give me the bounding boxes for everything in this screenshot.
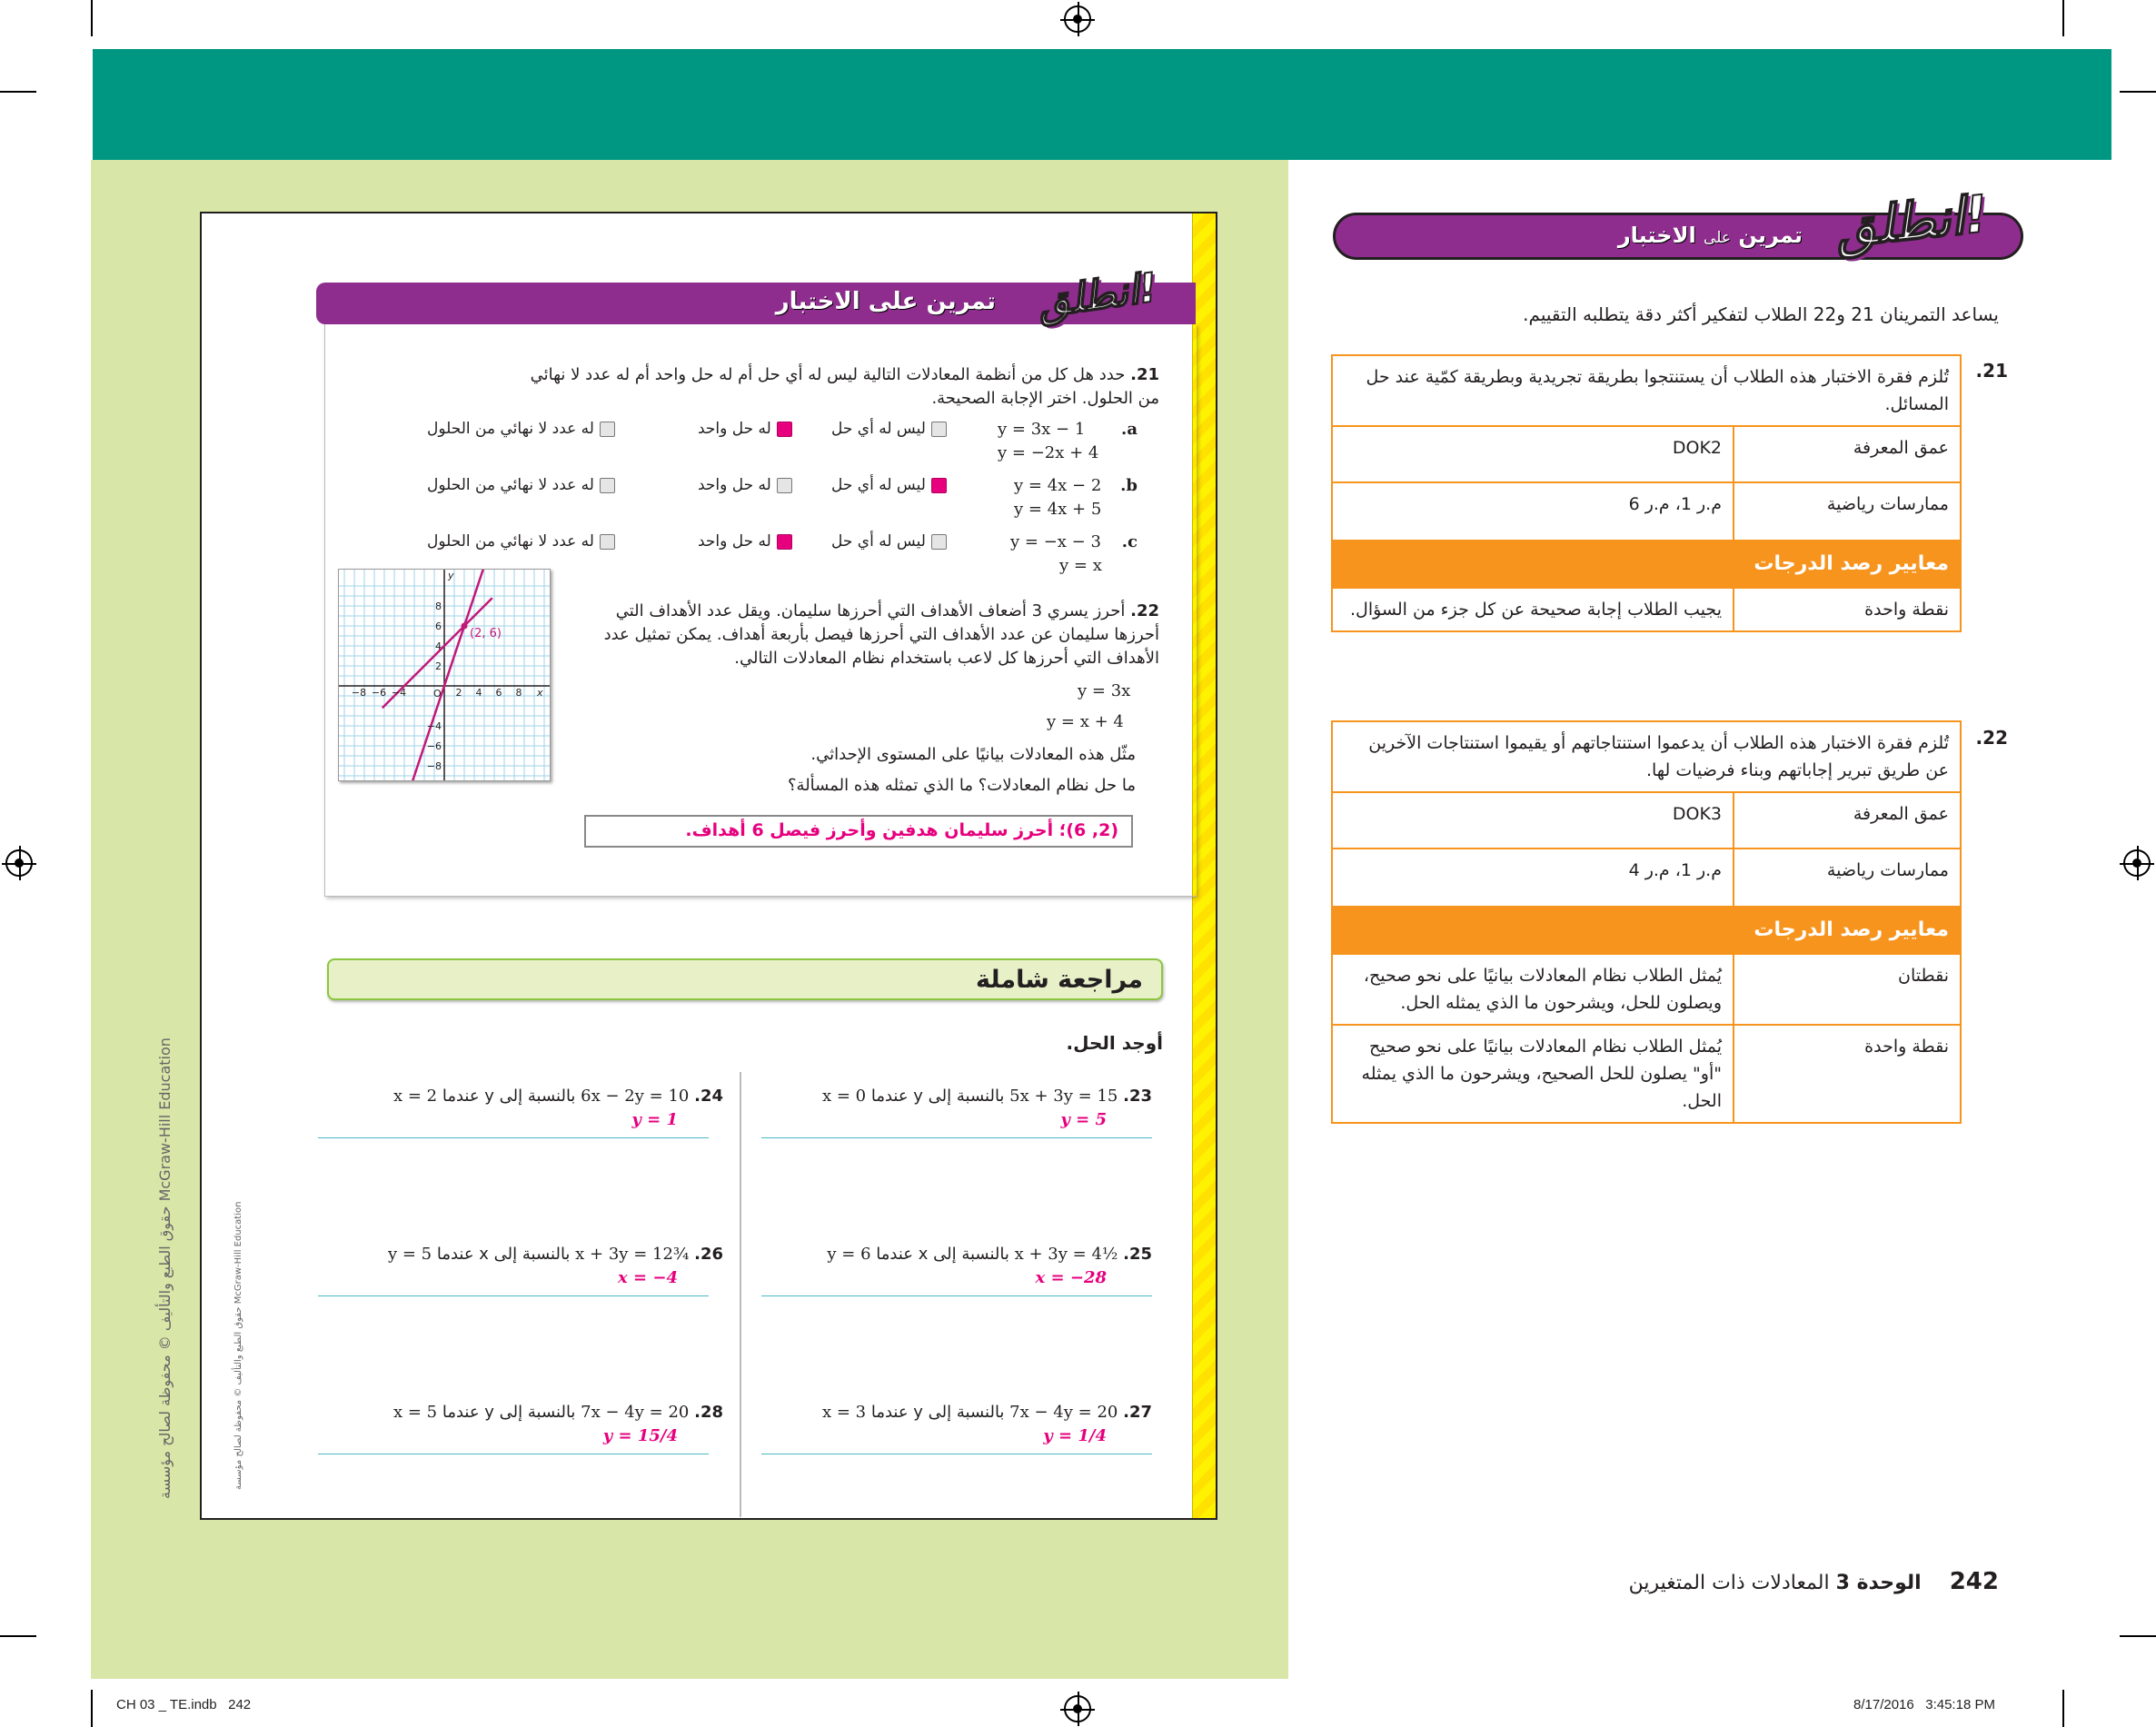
option-label: ليس له أي حل [831, 476, 926, 494]
x-tick-label: 6 [495, 687, 502, 699]
column-divider [740, 1072, 741, 1517]
teacher-table-21 [1331, 354, 1962, 632]
graph-axes [339, 570, 550, 780]
question-text: أحرز يسري 3 أضعاف الأهداف التي أحرزها سليمان. ويقل عدد الأهداف التي أحرزها سليمان عن عدد الأهداف التي أحرزها فيصل بأربعة أهداف. يمكن تمثيل عدد الأهداف التي أحرزها كل لاعب باستخدام نظام المعادلات التالي. [603, 601, 1159, 668]
item-answer: y = 5 [1060, 1110, 1107, 1129]
graph-svg [339, 570, 550, 780]
item-condition-text: بالنسبة إلى y عندما [870, 1403, 1005, 1422]
registration-mark-icon [1064, 5, 1091, 33]
part-label: b. [1120, 476, 1138, 495]
item-condition: x = 2 [392, 1087, 438, 1106]
answer-box [584, 815, 1133, 848]
item-condition: x = 0 [821, 1087, 867, 1106]
review-title: مراجعة شاملة [975, 966, 1143, 994]
dok-value: DOK3 [1332, 792, 1734, 849]
option-none[interactable] [831, 532, 947, 551]
item-equation: 7x − 4y = 20 [581, 1403, 690, 1422]
x-tick-label: 4 [475, 687, 482, 699]
x-tick-label: −6 [371, 687, 387, 699]
go-logo-large: انطلق! [1833, 184, 1991, 260]
vertical-copyright-small: حقوق الطبع والتأليف © محفوظة لصالح مؤسسة McGraw-Hill Education [233, 1201, 243, 1490]
y-tick-label: −6 [426, 740, 442, 752]
comprehensive-review-banner [327, 958, 1163, 1000]
crop-mark [0, 1635, 36, 1637]
teacher-intro: يساعد التمرينان 21 و22 الطلاب لتفكير أكثر دقة يتطلبه التقييم. [1523, 303, 1999, 325]
rubric-points: نقطة واحدة [1734, 588, 1961, 631]
system-line [412, 570, 483, 780]
option-label: ليس له أي حل [831, 420, 926, 438]
option-one[interactable] [698, 476, 792, 494]
equation: y = −2x + 4 [998, 443, 1099, 462]
equation: y = 4x − 2 [1014, 476, 1102, 495]
practice-value: م.ر 1، م.ر 4 [1332, 849, 1734, 907]
option-label: له عدد لا نهائي من الحلول [427, 532, 594, 551]
checkbox-checked[interactable] [777, 422, 792, 437]
print-timestamp: 8/17/2016 3:45:18 PM [1853, 1697, 1995, 1712]
option-infinite[interactable] [427, 532, 615, 551]
equation: y = x [1059, 556, 1102, 575]
dok-label: عمق المعرفة [1734, 792, 1961, 849]
item-number: 22. [1975, 727, 2008, 749]
x-tick-label: −8 [351, 687, 367, 699]
checkbox[interactable] [931, 422, 947, 437]
item-number: 25. [1123, 1245, 1152, 1264]
equation: y = 3x − 1 [998, 420, 1086, 439]
item-answer: x = −28 [1035, 1268, 1107, 1287]
option-label: له حل واحد [698, 532, 771, 551]
y-axis-label: y [448, 570, 454, 581]
option-one[interactable] [698, 532, 792, 551]
equation: y = 4x + 5 [1014, 500, 1102, 519]
item-equation: x + 3y = 4½ [1014, 1245, 1118, 1264]
answer-line [761, 1137, 1152, 1138]
item-condition: x = 3 [821, 1403, 867, 1422]
x-axis-label: x [537, 687, 543, 699]
teacher-table-22 [1331, 720, 1962, 1124]
coordinate-graph [338, 569, 551, 781]
registration-mark-icon [5, 849, 33, 877]
item-description: تُلزم فقرة الاختبار هذه الطلاب أن يستنتجوا بطريقة تجريدية وبطريقة كمّية عند حل المسائل. [1332, 355, 1961, 426]
rubric-desc: يُمثل الطلاب نظام المعادلات بيانيًا على نحو صحيح، ويصلون للحل، ويشرحون ما الذي يمثله الحل. [1332, 954, 1734, 1025]
checkbox-checked[interactable] [777, 534, 792, 550]
dok-value: DOK2 [1332, 426, 1734, 482]
item-equation: 6x − 2y = 10 [581, 1087, 690, 1106]
item-number: 24. [694, 1087, 723, 1106]
file-info: CH 03 _ TE.indb 242 [116, 1697, 252, 1712]
origin-label: O [433, 688, 442, 700]
review-instruction: أوجد الحل. [1066, 1032, 1163, 1054]
crop-mark [91, 1690, 93, 1727]
question-prompt: مثّل هذه المعادلات بيانيًا على المستوى الإحداثي. [810, 745, 1136, 764]
part-label: c. [1121, 532, 1138, 551]
registration-mark-icon [2123, 849, 2151, 877]
checkbox[interactable] [600, 478, 615, 493]
test-practice-title: تمرين على الاختبار [775, 288, 996, 315]
registration-mark-icon [1064, 1695, 1091, 1722]
item-answer: y = 15/4 [602, 1426, 678, 1445]
option-label: له حل واحد [698, 420, 771, 438]
item-condition: y = 5 [387, 1245, 432, 1264]
option-infinite[interactable] [427, 420, 615, 438]
y-tick-label: −8 [426, 760, 442, 772]
question-21-text [509, 363, 1159, 411]
practice-label: ممارسات رياضية [1734, 482, 1961, 541]
answer-line [318, 1137, 709, 1138]
item-answer: y = 1/4 [1043, 1426, 1107, 1445]
option-label: له عدد لا نهائي من الحلول [427, 476, 594, 494]
item-answer: y = 1 [631, 1110, 678, 1129]
y-tick-label: 6 [435, 620, 442, 632]
option-none[interactable] [831, 476, 947, 494]
item-description: تُلزم فقرة الاختبار هذه الطلاب أن يدعموا استنتاجاتهم أو يقيموا استنتاجات الآخرين عن طريق تبرير إجاباتهم وبناء فرضيات لها. [1332, 721, 1961, 792]
item-condition: y = 6 [827, 1245, 871, 1264]
item-condition-text: بالنسبة إلى x عندما [436, 1245, 571, 1264]
checkbox[interactable] [600, 534, 615, 550]
item-condition-text: بالنسبة إلى y عندما [442, 1403, 576, 1422]
crop-mark [0, 91, 36, 93]
x-tick-label: −4 [391, 687, 407, 699]
option-label: له حل واحد [698, 476, 771, 494]
page-footer [1545, 1568, 1999, 1595]
item-condition-text: بالنسبة إلى y عندما [870, 1087, 1005, 1106]
option-none[interactable] [831, 420, 947, 438]
item-condition-text: بالنسبة إلى y عندما [442, 1087, 576, 1106]
rubric-header: معايير رصد الدرجات [1332, 907, 1961, 954]
question-text: حدد هل كل من أنظمة المعادلات التالية ليس له أي حل أم له حل واحد أم له عدد لا نهائي من الحلول. اختر الإجابة الصحيحة. [530, 365, 1159, 408]
item-number: 21. [1975, 360, 2008, 382]
equation: y = −x − 3 [1010, 532, 1101, 551]
question-22-text [591, 600, 1159, 670]
answer-line [318, 1295, 709, 1296]
option-label: ليس له أي حل [831, 532, 926, 551]
item-equation: 5x + 3y = 15 [1009, 1087, 1118, 1106]
option-one[interactable] [698, 420, 792, 438]
page-number: 242 [1949, 1568, 1999, 1595]
equation: y = x + 4 [1047, 712, 1124, 731]
crop-mark [2120, 1635, 2156, 1637]
y-tick-label: 4 [435, 640, 442, 652]
item-equation: x + 3y = 12¾ [575, 1245, 690, 1264]
item-answer: x = −4 [618, 1268, 678, 1287]
unit-title: المعادلات ذات المتغيرين [1628, 1572, 1830, 1594]
question-prompt: ما حل نظام المعادلات؟ ما الذي تمثله هذه المسألة؟ [787, 776, 1136, 795]
option-label: له عدد لا نهائي من الحلول [427, 420, 594, 438]
unit-label: الوحدة 3 [1835, 1572, 1922, 1594]
checkbox[interactable] [600, 422, 615, 437]
answer-text: ؛ أحرز سليمان هدفين وأحرز فيصل 6 أهداف. [685, 820, 1067, 840]
rubric-points: نقطة واحدة [1734, 1025, 1961, 1123]
item-number: 26. [694, 1245, 723, 1264]
item-equation: 7x − 4y = 20 [1009, 1403, 1118, 1422]
checkbox[interactable] [931, 534, 947, 550]
header-word: على [1704, 229, 1731, 247]
y-tick-label: −4 [426, 720, 442, 732]
top-banner [93, 49, 2111, 160]
crop-mark [91, 0, 93, 36]
answer-line [761, 1295, 1152, 1296]
vertical-copyright: حقوق الطبع والتأليف © محفوظة لصالح مؤسسة McGraw-Hill Education [156, 1037, 174, 1499]
item-condition-text: بالنسبة إلى x عندما [876, 1245, 1009, 1264]
crop-mark [2120, 91, 2156, 93]
checkbox[interactable] [777, 478, 792, 493]
rubric-header: معايير رصد الدرجات [1332, 541, 1961, 588]
item-number: 23. [1123, 1087, 1152, 1106]
header-word: تمرين [1738, 223, 1803, 248]
y-tick-label: 8 [435, 600, 442, 612]
header-word: الاختبار [1617, 223, 1696, 248]
point-label: (2, 6) [470, 627, 502, 640]
crop-mark [2062, 0, 2064, 36]
practice-value: م.ر 1، م.ر 6 [1332, 482, 1734, 541]
rubric-desc: يُمثل الطلاب نظام المعادلات بيانيًا على نحو صحيح "أو" يصلون للحل الصحيح، ويشرحون ما الذي يمثله الحل. [1332, 1025, 1734, 1123]
rubric-desc: يجيب الطلاب إجابة صحيحة عن كل جزء من السؤال. [1332, 588, 1734, 631]
part-label: a. [1121, 420, 1138, 439]
item-number: 28. [694, 1403, 723, 1422]
item-condition: x = 5 [392, 1403, 438, 1422]
practice-label: ممارسات رياضية [1734, 849, 1961, 907]
answer-point: (2, 6) [1066, 820, 1118, 840]
dok-label: عمق المعرفة [1734, 426, 1961, 482]
item-number: 27. [1123, 1403, 1152, 1422]
solution-point [462, 623, 468, 630]
rubric-points: نقطتان [1734, 954, 1961, 1025]
equation: y = 3x [1078, 681, 1131, 700]
crop-mark [2062, 1690, 2064, 1727]
go-logo: انطلق! [1035, 264, 1160, 327]
x-tick-label: 8 [515, 687, 522, 699]
option-infinite[interactable] [427, 476, 615, 494]
x-tick-label: 2 [455, 687, 462, 699]
y-tick-label: 2 [435, 660, 442, 672]
question-number: 21. [1130, 365, 1159, 384]
question-number: 22. [1130, 601, 1159, 620]
checkbox-checked[interactable] [931, 478, 947, 493]
